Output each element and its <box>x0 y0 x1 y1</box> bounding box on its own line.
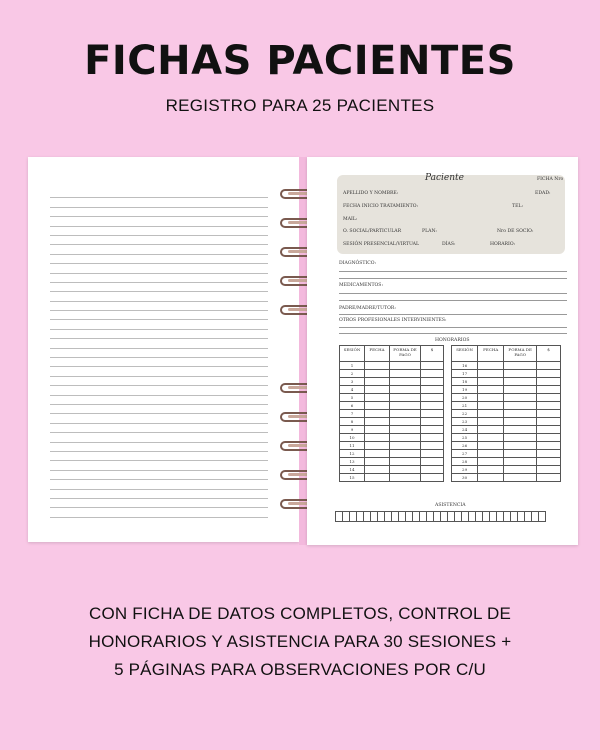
table-cell <box>478 458 504 466</box>
note-line <box>50 255 268 264</box>
session-number: 8 <box>340 418 365 426</box>
attendance-cell <box>462 512 469 522</box>
attendance-cell <box>539 512 546 522</box>
table-row <box>340 426 444 434</box>
session-number: 10 <box>340 434 365 442</box>
note-line <box>50 443 268 452</box>
notes-lines <box>50 189 268 518</box>
table-cell <box>478 426 504 434</box>
table-cell <box>364 378 389 386</box>
table-cell <box>504 434 537 442</box>
session-number: 17 <box>452 370 478 378</box>
table-row <box>340 362 444 370</box>
footer-line-1: CON FICHA DE DATOS COMPLETOS, CONTROL DE <box>88 604 512 623</box>
attendance-cell <box>532 512 539 522</box>
table-row <box>340 434 444 442</box>
attendance-cell <box>455 512 462 522</box>
table-cell <box>478 418 504 426</box>
dias-label: DÍAS: <box>442 242 456 247</box>
note-line <box>50 245 268 254</box>
note-line <box>50 433 268 442</box>
table-cell <box>421 426 444 434</box>
table-row <box>340 370 444 378</box>
table-row <box>340 378 444 386</box>
column-header: FECHA <box>478 346 504 362</box>
attendance-cell <box>364 512 371 522</box>
table-cell <box>389 442 420 450</box>
table-cell <box>537 394 561 402</box>
table-row <box>452 434 561 442</box>
footer-line-3: 5 PÁGINAS PARA OBSERVACIONES POR C/U <box>114 660 486 679</box>
table-cell <box>478 386 504 394</box>
footer-description <box>0 600 600 684</box>
diagnostico-label: DIAGNÓSTICO: <box>339 261 377 266</box>
table-row <box>452 378 561 386</box>
note-line <box>50 424 268 433</box>
table-cell <box>421 418 444 426</box>
attendance-cell <box>434 512 441 522</box>
mail-label: MAIL: <box>343 217 358 222</box>
note-line <box>50 386 268 395</box>
notes-page <box>28 157 299 542</box>
ficha-nro-label: FICHA Nro <box>537 177 564 182</box>
table-cell <box>537 458 561 466</box>
table-cell <box>389 394 420 402</box>
form-script-title: Paciente <box>425 173 465 183</box>
table-cell <box>537 442 561 450</box>
table-cell <box>421 442 444 450</box>
table-cell <box>537 474 561 482</box>
session-number: 24 <box>452 426 478 434</box>
table-row <box>340 402 444 410</box>
session-number: 25 <box>452 434 478 442</box>
table-cell <box>364 418 389 426</box>
note-line <box>50 339 268 348</box>
session-number: 30 <box>452 474 478 482</box>
table-cell <box>389 362 420 370</box>
attendance-cell <box>336 512 343 522</box>
table-cell <box>504 410 537 418</box>
column-header: FORMA DE PAGO <box>504 346 537 362</box>
spine <box>299 157 307 545</box>
table-cell <box>504 466 537 474</box>
session-number: 19 <box>452 386 478 394</box>
attendance-cell <box>497 512 504 522</box>
table-cell <box>421 394 444 402</box>
attendance-cell <box>504 512 511 522</box>
attendance-cell <box>525 512 532 522</box>
attendance-cell <box>476 512 483 522</box>
table-cell <box>504 442 537 450</box>
horario-label: HORARIO: <box>490 242 516 247</box>
attendance-cell <box>385 512 392 522</box>
table-cell <box>364 450 389 458</box>
table-row <box>340 450 444 458</box>
table-row <box>452 386 561 394</box>
note-line <box>50 189 268 198</box>
table-cell <box>364 386 389 394</box>
table-row <box>452 370 561 378</box>
table-row <box>340 466 444 474</box>
column-header: FECHA <box>364 346 389 362</box>
session-number: 16 <box>452 362 478 370</box>
table-cell <box>478 466 504 474</box>
attendance-cell <box>350 512 357 522</box>
table-cell <box>364 362 389 370</box>
note-line <box>50 461 268 470</box>
table-cell <box>421 450 444 458</box>
column-header: SESIÓN <box>452 346 478 362</box>
session-number: 26 <box>452 442 478 450</box>
note-line <box>50 396 268 405</box>
table-cell <box>478 394 504 402</box>
note-line <box>50 367 268 376</box>
table-cell <box>478 378 504 386</box>
table-cell <box>389 434 420 442</box>
attendance-cell <box>518 512 525 522</box>
session-number: 9 <box>340 426 365 434</box>
session-number: 4 <box>340 386 365 394</box>
table-cell <box>504 458 537 466</box>
note-line <box>50 302 268 311</box>
table-cell <box>478 410 504 418</box>
table-cell <box>537 466 561 474</box>
attendance-cell <box>511 512 518 522</box>
table-cell <box>537 378 561 386</box>
table-cell <box>537 426 561 434</box>
note-line <box>50 208 268 217</box>
patient-form-page <box>307 157 578 545</box>
table-cell <box>364 442 389 450</box>
table-cell <box>421 378 444 386</box>
table-cell <box>421 370 444 378</box>
table-cell <box>421 434 444 442</box>
table-cell <box>478 442 504 450</box>
note-line <box>50 508 268 517</box>
table-row <box>340 394 444 402</box>
attendance-cell <box>413 512 420 522</box>
column-header: $ <box>537 346 561 362</box>
session-number: 14 <box>340 466 365 474</box>
table-row <box>340 418 444 426</box>
note-line <box>50 490 268 499</box>
table-cell <box>364 458 389 466</box>
table-row <box>452 474 561 482</box>
table-cell <box>504 362 537 370</box>
note-line <box>50 405 268 414</box>
table-cell <box>478 370 504 378</box>
session-number: 3 <box>340 378 365 386</box>
note-line <box>50 499 268 508</box>
notebook-mockup <box>28 157 578 547</box>
table-cell <box>537 402 561 410</box>
attendance-cell <box>483 512 490 522</box>
table-cell <box>389 370 420 378</box>
session-number: 22 <box>452 410 478 418</box>
table-cell <box>504 394 537 402</box>
footer-line-2: HONORARIOS Y ASISTENCIA PARA 30 SESIONES + <box>88 632 512 651</box>
sesion-label: SESIÓN PRESENCIAL/VIRTUAL <box>343 242 420 247</box>
otros-label: OTROS PROFESIONALES INTERVINIENTES: <box>339 318 447 323</box>
table-cell <box>389 474 420 482</box>
attendance-cell <box>378 512 385 522</box>
asistencia-label: ASISTENCIA <box>435 503 466 508</box>
table-cell <box>389 402 420 410</box>
note-line <box>50 274 268 283</box>
table-cell <box>537 434 561 442</box>
table-cell <box>504 426 537 434</box>
attendance-cell <box>469 512 476 522</box>
note-line <box>50 264 268 273</box>
table-cell <box>504 370 537 378</box>
session-number: 18 <box>452 378 478 386</box>
table-row <box>452 442 561 450</box>
table-cell <box>421 410 444 418</box>
note-line <box>50 320 268 329</box>
table-row <box>452 362 561 370</box>
plan-label: PLAN: <box>422 229 437 234</box>
table-cell <box>537 386 561 394</box>
table-row <box>452 450 561 458</box>
table-cell <box>504 386 537 394</box>
note-line <box>50 198 268 207</box>
attendance-cell <box>406 512 413 522</box>
table-row <box>452 402 561 410</box>
table-cell <box>421 466 444 474</box>
table-cell <box>364 434 389 442</box>
medicamentos-label: MEDICAMENTOS: <box>339 283 383 288</box>
table-row <box>452 418 561 426</box>
table-row <box>340 442 444 450</box>
table-cell <box>389 378 420 386</box>
session-number: 13 <box>340 458 365 466</box>
session-number: 12 <box>340 450 365 458</box>
session-number: 29 <box>452 466 478 474</box>
attendance-cell <box>392 512 399 522</box>
table-cell <box>364 426 389 434</box>
asistencia-grid <box>335 511 546 522</box>
apellido-label: APELLIDO Y NOMBRE: <box>343 191 399 196</box>
table-row <box>452 466 561 474</box>
session-number: 28 <box>452 458 478 466</box>
attendance-cell <box>427 512 434 522</box>
attendance-cell <box>420 512 427 522</box>
session-number: 2 <box>340 370 365 378</box>
table-cell <box>537 362 561 370</box>
page-title: FICHAS PACIENTES <box>84 38 516 84</box>
column-header: $ <box>421 346 444 362</box>
table-cell <box>504 378 537 386</box>
table-cell <box>478 434 504 442</box>
note-line <box>50 227 268 236</box>
session-number: 7 <box>340 410 365 418</box>
page-subtitle: REGISTRO PARA 25 PACIENTES <box>165 96 435 115</box>
table-cell <box>389 426 420 434</box>
table-cell <box>364 474 389 482</box>
table-cell <box>421 362 444 370</box>
session-number: 5 <box>340 394 365 402</box>
attendance-cell <box>448 512 455 522</box>
table-cell <box>478 362 504 370</box>
session-number: 1 <box>340 362 365 370</box>
session-number: 27 <box>452 450 478 458</box>
note-line <box>50 358 268 367</box>
note-line <box>50 452 268 461</box>
table-cell <box>504 418 537 426</box>
note-line <box>50 292 268 301</box>
attendance-cell <box>371 512 378 522</box>
session-number: 21 <box>452 402 478 410</box>
attendance-cell <box>441 512 448 522</box>
attendance-cell <box>357 512 364 522</box>
attendance-cell <box>490 512 497 522</box>
table-row <box>340 474 444 482</box>
note-line <box>50 377 268 386</box>
table-cell <box>364 394 389 402</box>
os-label: O. SOCIAL/PARTICULAR <box>343 229 402 234</box>
table-cell <box>537 410 561 418</box>
attendance-cell <box>343 512 350 522</box>
table-cell <box>421 474 444 482</box>
attendance-cell <box>399 512 406 522</box>
column-header: FORMA DE PAGO <box>389 346 420 362</box>
table-cell <box>537 450 561 458</box>
table-cell <box>478 450 504 458</box>
table-row <box>452 410 561 418</box>
column-header: SESIÓN <box>340 346 365 362</box>
tel-label: TEL: <box>512 204 524 209</box>
note-line <box>50 236 268 245</box>
table-cell <box>421 402 444 410</box>
table-cell <box>504 474 537 482</box>
honorarios-label: HONORARIOS <box>435 338 470 343</box>
table-cell <box>537 370 561 378</box>
table-cell <box>364 466 389 474</box>
table-cell <box>504 402 537 410</box>
note-line <box>50 414 268 423</box>
socio-label: Nro DE SOCIO: <box>497 229 534 234</box>
table-row <box>340 458 444 466</box>
table-cell <box>364 370 389 378</box>
table-cell <box>421 386 444 394</box>
table-cell <box>364 410 389 418</box>
table-cell <box>537 418 561 426</box>
table-row <box>452 394 561 402</box>
table-cell <box>389 466 420 474</box>
note-line <box>50 471 268 480</box>
table-cell <box>389 450 420 458</box>
table-cell <box>389 418 420 426</box>
table-cell <box>389 410 420 418</box>
note-line <box>50 311 268 320</box>
note-line <box>50 480 268 489</box>
table-row <box>452 458 561 466</box>
honorarios-table-left <box>339 345 444 482</box>
note-line <box>50 330 268 339</box>
session-number: 15 <box>340 474 365 482</box>
padre-label: PADRE/MADRE/TUTOR: <box>339 306 396 311</box>
table-row <box>452 426 561 434</box>
table-cell <box>421 458 444 466</box>
note-line <box>50 349 268 358</box>
note-line <box>50 283 268 292</box>
table-cell <box>478 474 504 482</box>
session-number: 23 <box>452 418 478 426</box>
table-cell <box>504 450 537 458</box>
table-cell <box>478 402 504 410</box>
session-number: 20 <box>452 394 478 402</box>
fecha-inicio-label: FECHA INICIO TRATAMIENTO: <box>343 204 419 209</box>
session-number: 6 <box>340 402 365 410</box>
honorarios-table-right <box>451 345 561 482</box>
table-row <box>340 410 444 418</box>
edad-label: EDAD: <box>535 191 551 196</box>
table-cell <box>389 386 420 394</box>
note-line <box>50 217 268 226</box>
session-number: 11 <box>340 442 365 450</box>
table-row <box>340 386 444 394</box>
table-cell <box>364 402 389 410</box>
table-cell <box>389 458 420 466</box>
